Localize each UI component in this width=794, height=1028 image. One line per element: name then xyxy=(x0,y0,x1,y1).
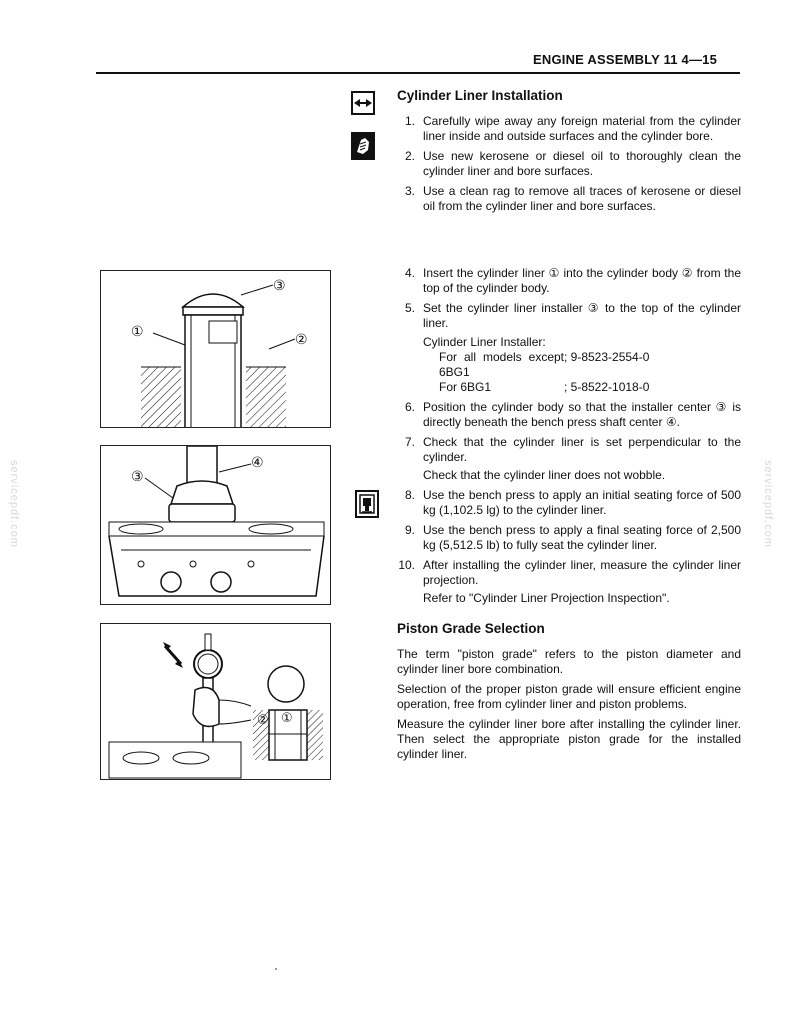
step-number: 8. xyxy=(404,488,415,502)
callout-3: ③ xyxy=(131,468,144,484)
step-item xyxy=(397,266,741,296)
spec-part-number: ; 9-8523-2554-0 xyxy=(564,350,650,364)
step-item xyxy=(397,184,741,214)
callout-2: ② xyxy=(257,712,269,727)
callout-2: ② xyxy=(295,331,308,347)
step-text: Use new kerosene or diesel oil to thoroughly clean the cylinder liner and bore surfaces. xyxy=(423,149,741,178)
spec-label: Cylinder Liner Installer: xyxy=(423,335,546,349)
steps-block-a xyxy=(397,114,741,219)
callout-1: ① xyxy=(131,323,144,339)
step-item xyxy=(397,435,741,483)
step-number: 5. xyxy=(404,301,415,315)
step-number: 4. xyxy=(404,266,415,280)
figure-bench-press xyxy=(100,445,331,605)
step-text: Use the bench press to apply a final seating force of 2,500 kg (5,512.5 lb) to fully seat the cylinder liner. xyxy=(423,523,741,552)
bench-press-icon xyxy=(355,490,379,518)
step-item xyxy=(397,488,741,518)
piston-grade-text xyxy=(397,647,741,767)
watermark-right: servicepdf.com xyxy=(762,460,774,548)
figure-liner-insertion xyxy=(100,270,331,428)
watermark-left: servicepdf.com xyxy=(8,460,20,548)
steps-block-b xyxy=(397,266,741,611)
spec-model: For all models except 6BG1 xyxy=(439,350,564,379)
spec-model: For 6BG1 xyxy=(439,380,492,394)
step-number: 3. xyxy=(404,184,415,198)
step-text: Insert the cylinder liner ① into the cylinder body ② from the top of the cylinder body. xyxy=(423,266,741,295)
install-arrows-icon xyxy=(351,91,375,115)
callout-1: ① xyxy=(281,710,293,725)
step-item xyxy=(397,558,741,606)
step-number: 10. xyxy=(398,558,415,572)
step-item xyxy=(397,114,741,144)
step-number: 6. xyxy=(404,400,415,414)
step-text: After installing the cylinder liner, measure the cylinder liner projection. Refer to "Cylinder Liner Projection Inspection". xyxy=(423,558,741,605)
step-item xyxy=(397,523,741,553)
paragraph: The term "piston grade" refers to the piston diameter and cylinder liner bore combination. xyxy=(397,647,741,676)
clean-hand-icon xyxy=(351,132,375,160)
step-text: Use the bench press to apply an initial seating force of 500 kg (1,102.5 lg) to the cylinder liner. xyxy=(423,488,741,517)
step-number: 1. xyxy=(404,114,415,128)
callout-4: ④ xyxy=(251,454,264,470)
step-number: 7. xyxy=(404,435,415,449)
figure-bore-gauge xyxy=(100,623,331,780)
spec-row xyxy=(423,380,741,395)
header-rule xyxy=(96,72,740,74)
step-item xyxy=(397,400,741,430)
step-text: Set the cylinder liner installer ③ to the top of the cylinder liner. Cylinder Liner Installer: For all models except 6BG1 ; 9-8523-2554-0 For 6BG1 ; 5-8522-1018-0 xyxy=(423,301,741,394)
spec-row xyxy=(423,350,741,380)
step-item xyxy=(397,149,741,179)
step-text: Carefully wipe away any foreign material from the cylinder liner inside and outside surfaces and the cylinder bore. xyxy=(423,114,741,143)
step-note: Check that the cylinder liner does not wobble. xyxy=(423,468,666,482)
section-title-piston-grade: Piston Grade Selection xyxy=(397,621,545,636)
section-title-liner-installation: Cylinder Liner Installation xyxy=(397,88,563,103)
step-text: Use a clean rag to remove all traces of kerosene or diesel oil from the cylinder liner and bore surfaces. xyxy=(423,184,741,213)
page-speck xyxy=(275,968,277,970)
callout-3: ③ xyxy=(273,277,286,293)
step-item xyxy=(397,301,741,395)
step-note: Refer to "Cylinder Liner Projection Inspection". xyxy=(423,591,670,605)
step-text: Check that the cylinder liner is set perpendicular to the cylinder. Check that the cylinder liner does not wobble. xyxy=(423,435,741,482)
spec-part-number: ; 5-8522-1018-0 xyxy=(564,380,650,394)
step-text: Position the cylinder body so that the installer center ③ is directly beneath the bench press shaft center ④. xyxy=(423,400,741,429)
page-header: ENGINE ASSEMBLY 11 4—15 xyxy=(533,52,718,67)
paragraph: Measure the cylinder liner bore after installing the cylinder liner. Then select the appropriate piston grade for the installed cylinder liner. xyxy=(397,717,741,761)
step-number: 2. xyxy=(404,149,415,163)
step-number: 9. xyxy=(404,523,415,537)
installer-spec xyxy=(423,335,741,395)
paragraph: Selection of the proper piston grade will ensure efficient engine operation, free from cylinder liner and piston problems. xyxy=(397,682,741,711)
